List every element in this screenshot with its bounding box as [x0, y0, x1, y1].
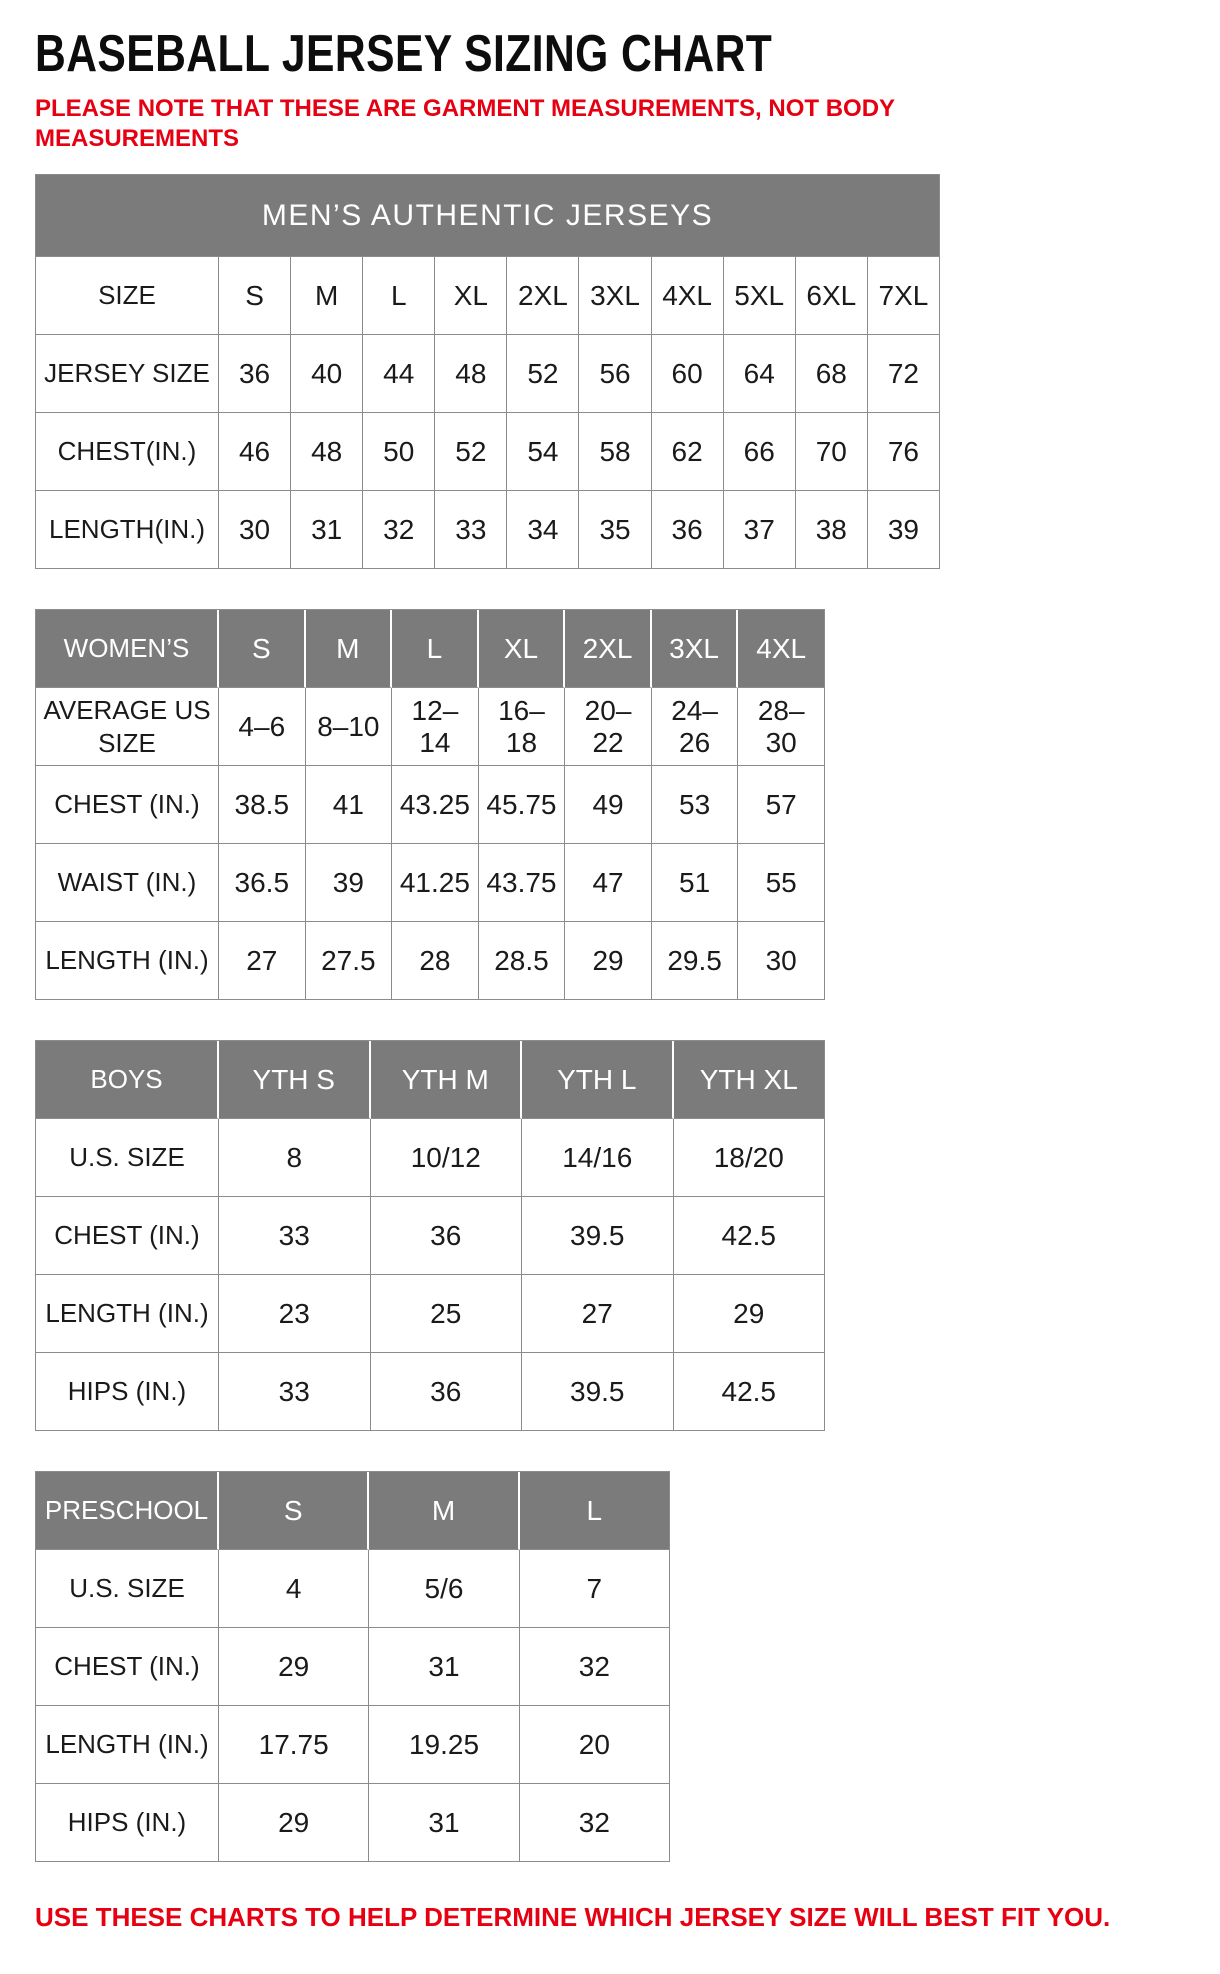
row-label: LENGTH (IN.) — [36, 922, 219, 1000]
cell-value: YTH XL — [674, 1041, 826, 1119]
cell-value: 57 — [738, 766, 825, 844]
cell-value: 66 — [724, 413, 796, 491]
cell-value: 47 — [565, 844, 652, 922]
cell-value: S — [219, 1472, 369, 1550]
cell-value: 36 — [219, 335, 291, 413]
table-row — [36, 922, 825, 1000]
cell-value: 53 — [652, 766, 739, 844]
cell-value: 30 — [219, 491, 291, 569]
row-label: HIPS (IN.) — [36, 1353, 219, 1431]
table-row — [36, 766, 825, 844]
cell-value: 20 — [520, 1706, 670, 1784]
cell-value: 49 — [565, 766, 652, 844]
row-label: WAIST (IN.) — [36, 844, 219, 922]
cell-value: 5/6 — [369, 1550, 519, 1628]
cell-value: 48 — [435, 335, 507, 413]
cell-value: 19.25 — [369, 1706, 519, 1784]
cell-value: L — [392, 610, 479, 688]
mens-authentic-jerseys-table — [35, 174, 940, 569]
cell-value: 27.5 — [306, 922, 393, 1000]
cell-value: 52 — [507, 335, 579, 413]
row-label: PRESCHOOL — [36, 1472, 219, 1550]
cell-value: 8–10 — [306, 688, 393, 766]
cell-value: 14/16 — [522, 1119, 674, 1197]
cell-value: 39 — [868, 491, 940, 569]
cell-value: 36 — [371, 1197, 523, 1275]
cell-value: 43.25 — [392, 766, 479, 844]
cell-value: 31 — [369, 1784, 519, 1862]
mens-authentic-jerseys-banner: MEN’S AUTHENTIC JERSEYS — [36, 175, 940, 257]
cell-value: 52 — [435, 413, 507, 491]
cell-value: M — [306, 610, 393, 688]
cell-value: 30 — [738, 922, 825, 1000]
cell-value: 4XL — [738, 610, 825, 688]
cell-value: 17.75 — [219, 1706, 369, 1784]
cell-value: 5XL — [724, 257, 796, 335]
cell-value: 27 — [219, 922, 306, 1000]
cell-value: 51 — [652, 844, 739, 922]
cell-value: 44 — [363, 335, 435, 413]
cell-value: 12–14 — [392, 688, 479, 766]
table-row — [36, 491, 940, 569]
cell-value: 32 — [363, 491, 435, 569]
cell-value: 29 — [565, 922, 652, 1000]
row-label: CHEST (IN.) — [36, 1197, 219, 1275]
cell-value: L — [520, 1472, 670, 1550]
row-label: SIZE — [36, 257, 219, 335]
cell-value: 39 — [306, 844, 393, 922]
cell-value: 16–18 — [479, 688, 566, 766]
cell-value: 42.5 — [674, 1197, 826, 1275]
cell-value: 62 — [652, 413, 724, 491]
cell-value: 76 — [868, 413, 940, 491]
cell-value: 43.75 — [479, 844, 566, 922]
cell-value: 40 — [291, 335, 363, 413]
cell-value: 46 — [219, 413, 291, 491]
cell-value: 29 — [674, 1275, 826, 1353]
cell-value: 45.75 — [479, 766, 566, 844]
row-label: JERSEY SIZE — [36, 335, 219, 413]
cell-value: 28.5 — [479, 922, 566, 1000]
row-label: BOYS — [36, 1041, 219, 1119]
cell-value: YTH S — [219, 1041, 371, 1119]
table-row — [36, 1041, 825, 1119]
cell-value: 41 — [306, 766, 393, 844]
cell-value: 42.5 — [674, 1353, 826, 1431]
table-row — [36, 688, 825, 766]
cell-value: 64 — [724, 335, 796, 413]
cell-value: 31 — [291, 491, 363, 569]
cell-value: 37 — [724, 491, 796, 569]
row-label: LENGTH (IN.) — [36, 1275, 219, 1353]
cell-value: 39.5 — [522, 1197, 674, 1275]
cell-value: 4 — [219, 1550, 369, 1628]
boys-table — [35, 1040, 825, 1431]
cell-value: 28–30 — [738, 688, 825, 766]
cell-value: YTH M — [371, 1041, 523, 1119]
cell-value: 38 — [796, 491, 868, 569]
cell-value: 33 — [219, 1197, 371, 1275]
cell-value: 6XL — [796, 257, 868, 335]
table-row — [36, 1706, 670, 1784]
cell-value: 23 — [219, 1275, 371, 1353]
cell-value: 32 — [520, 1784, 670, 1862]
footer-note: USE THESE CHARTS TO HELP DETERMINE WHICH JERSEY SIZE WILL BEST FIT YOU. — [35, 1902, 1111, 1932]
cell-value: 41.25 — [392, 844, 479, 922]
cell-value: 7XL — [868, 257, 940, 335]
cell-value: S — [219, 257, 291, 335]
cell-value: XL — [479, 610, 566, 688]
row-label: U.S. SIZE — [36, 1550, 219, 1628]
cell-value: 8 — [219, 1119, 371, 1197]
table-row — [36, 1784, 670, 1862]
table-row — [36, 1550, 670, 1628]
cell-value: XL — [435, 257, 507, 335]
cell-value: 27 — [522, 1275, 674, 1353]
cell-value: S — [219, 610, 306, 688]
cell-value: 68 — [796, 335, 868, 413]
cell-value: 2XL — [507, 257, 579, 335]
cell-value: 3XL — [652, 610, 739, 688]
page-title: BASEBALL JERSEY SIZING CHART — [35, 25, 773, 83]
cell-value: 32 — [520, 1628, 670, 1706]
row-label: U.S. SIZE — [36, 1119, 219, 1197]
cell-value: 50 — [363, 413, 435, 491]
row-label: LENGTH(IN.) — [36, 491, 219, 569]
table-row — [36, 1628, 670, 1706]
table-row — [36, 610, 825, 688]
cell-value: 36 — [652, 491, 724, 569]
table-row — [36, 257, 940, 335]
cell-value: 20–22 — [565, 688, 652, 766]
cell-value: 10/12 — [371, 1119, 523, 1197]
cell-value: 25 — [371, 1275, 523, 1353]
table-row — [36, 1119, 825, 1197]
cell-value: 36 — [371, 1353, 523, 1431]
row-label: AVERAGE US SIZE — [36, 688, 219, 766]
cell-value: 36.5 — [219, 844, 306, 922]
cell-value: 39.5 — [522, 1353, 674, 1431]
table-row — [36, 1472, 670, 1550]
cell-value: 29.5 — [652, 922, 739, 1000]
cell-value: 4–6 — [219, 688, 306, 766]
cell-value: 48 — [291, 413, 363, 491]
womens-table — [35, 609, 825, 1000]
row-label: CHEST(IN.) — [36, 413, 219, 491]
cell-value: 7 — [520, 1550, 670, 1628]
row-label: CHEST (IN.) — [36, 766, 219, 844]
cell-value: 33 — [435, 491, 507, 569]
row-label: CHEST (IN.) — [36, 1628, 219, 1706]
cell-value: 29 — [219, 1628, 369, 1706]
cell-value: M — [369, 1472, 519, 1550]
cell-value: M — [291, 257, 363, 335]
cell-value: 35 — [579, 491, 651, 569]
cell-value: L — [363, 257, 435, 335]
table-row — [36, 1197, 825, 1275]
cell-value: 31 — [369, 1628, 519, 1706]
cell-value: 2XL — [565, 610, 652, 688]
cell-value: 58 — [579, 413, 651, 491]
table-row — [36, 1353, 825, 1431]
table-row — [36, 844, 825, 922]
preschool-table — [35, 1471, 670, 1862]
row-label: WOMEN’S — [36, 610, 219, 688]
cell-value: 34 — [507, 491, 579, 569]
cell-value: 24–26 — [652, 688, 739, 766]
tables-container — [35, 174, 1190, 1862]
cell-value: 33 — [219, 1353, 371, 1431]
cell-value: 4XL — [652, 257, 724, 335]
row-label: LENGTH (IN.) — [36, 1706, 219, 1784]
cell-value: 3XL — [579, 257, 651, 335]
cell-value: 55 — [738, 844, 825, 922]
cell-value: 28 — [392, 922, 479, 1000]
cell-value: 60 — [652, 335, 724, 413]
table-row — [36, 413, 940, 491]
garment-measurement-note: PLEASE NOTE THAT THESE ARE GARMENT MEASUREMENTS, NOT BODY MEASUREMENTS — [35, 95, 895, 152]
cell-value: 56 — [579, 335, 651, 413]
cell-value: 38.5 — [219, 766, 306, 844]
cell-value: 70 — [796, 413, 868, 491]
cell-value: 72 — [868, 335, 940, 413]
table-row — [36, 1275, 825, 1353]
cell-value: 54 — [507, 413, 579, 491]
cell-value: YTH L — [522, 1041, 674, 1119]
cell-value: 29 — [219, 1784, 369, 1862]
table-row — [36, 335, 940, 413]
cell-value: 18/20 — [674, 1119, 826, 1197]
row-label: HIPS (IN.) — [36, 1784, 219, 1862]
